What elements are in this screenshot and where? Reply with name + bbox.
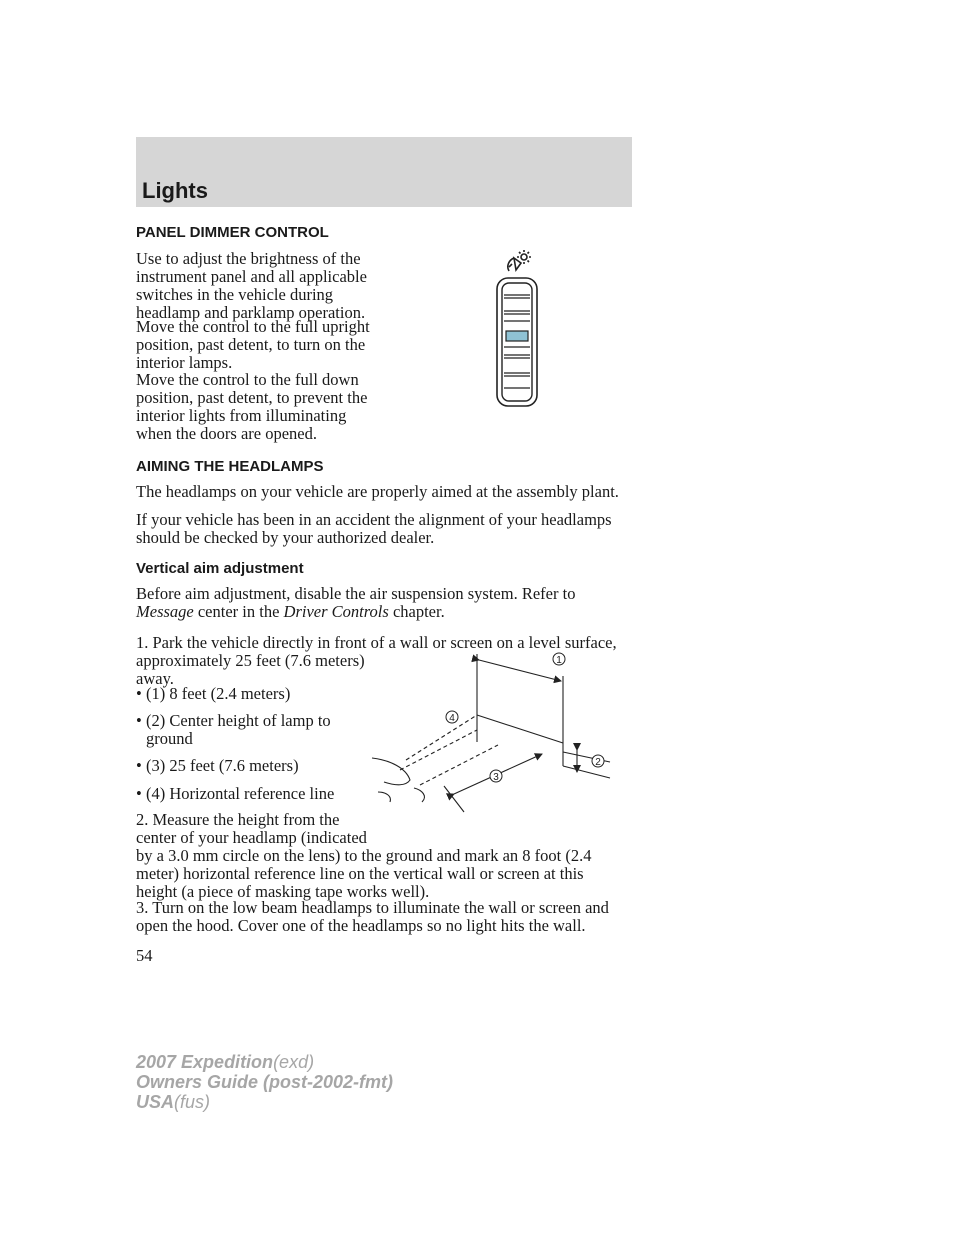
aiming-para2	[136, 511, 612, 547]
bullet-item	[136, 685, 290, 703]
svg-text:2: 2	[595, 757, 601, 768]
page-number: 54	[136, 946, 153, 965]
svg-text:4: 4	[449, 713, 455, 724]
panel-dimmer-para2	[136, 318, 370, 372]
text-line: Move the control to the full upright	[136, 317, 370, 336]
aiming-heading: AIMING THE HEADLAMPS	[136, 458, 324, 475]
svg-text:3: 3	[493, 772, 499, 783]
text-line: (2) Center height of lamp to	[146, 711, 331, 730]
text-line: 3. Turn on the low beam headlamps to illuminate the wall or screen and	[136, 898, 609, 917]
beam-line	[406, 715, 477, 760]
panel-dimmer-heading: PANEL DIMMER CONTROL	[136, 224, 329, 241]
section-title: Lights	[142, 178, 208, 203]
text-line: center of your headlamp (indicated	[136, 828, 367, 847]
text-line: (1) 8 feet (2.4 meters)	[146, 684, 291, 703]
text-line: ground	[146, 729, 193, 748]
text-line: If your vehicle has been in an accident the alignment of your headlamps	[136, 510, 612, 529]
headlamp-aim-diagram	[370, 640, 620, 820]
italic-ref: Driver Controls	[283, 602, 389, 621]
beam-line	[400, 730, 477, 770]
aiming-para1: The headlamps on your vehicle are properly aimed at the assembly plant.	[136, 482, 619, 501]
step-3	[136, 899, 609, 935]
panel-dimmer-para1	[136, 250, 367, 322]
text-line: interior lamps.	[136, 353, 233, 372]
italic-ref: Message	[136, 602, 194, 621]
callout-3	[490, 770, 502, 783]
text-line	[136, 603, 575, 621]
headlamp-outline	[372, 758, 410, 785]
footer-line: USA(fus)	[136, 1092, 211, 1112]
aiming-para3	[136, 585, 575, 621]
footer	[136, 1052, 393, 1112]
reference-line	[477, 715, 563, 743]
text-line: (4) Horizontal reference line	[146, 784, 335, 803]
bullet-dot: •	[136, 756, 142, 775]
text-line: (3) 25 feet (7.6 meters)	[146, 756, 299, 775]
step-2	[136, 811, 591, 901]
bullet-item	[136, 785, 334, 803]
bullet-item	[136, 757, 299, 775]
ground-line	[563, 766, 610, 778]
dashboard-light-icon	[508, 250, 531, 271]
panel-dimmer-illustration	[492, 248, 550, 410]
text-line: Use to adjust the brightness of the	[136, 249, 361, 268]
text-line: when the doors are opened.	[136, 424, 317, 443]
bullet-dot: •	[136, 711, 142, 730]
text-line: interior lights from illuminating	[136, 406, 347, 425]
bullet-dot: •	[136, 784, 142, 803]
callout-1	[553, 653, 565, 666]
text-line: by a 3.0 mm circle on the lens) to the ground and mark an 8 foot (2.4	[136, 846, 592, 865]
dimension-arrow-1	[479, 660, 561, 681]
text-line: Move the control to the full down	[136, 370, 359, 389]
text-fragment: chapter.	[388, 602, 445, 621]
panel-dimmer-para3	[136, 371, 367, 443]
text-line: Before aim adjustment, disable the air suspension system. Refer to	[136, 584, 576, 603]
footer-line: Owners Guide (post-2002-fmt)	[136, 1072, 394, 1092]
bullet-dot: •	[136, 684, 142, 703]
text-line: approximately 25 feet (7.6 meters)	[136, 651, 365, 670]
text-line: should be checked by your authorized dealer.	[136, 528, 435, 547]
text-line: switches in the vehicle during	[136, 285, 334, 304]
bullet-item	[136, 712, 331, 748]
callout-2	[592, 755, 604, 768]
text-line: headlamp and parklamp operation.	[136, 303, 366, 322]
dimmer-indicator	[506, 331, 528, 341]
vertical-aim-heading: Vertical aim adjustment	[136, 560, 304, 577]
text-line: meter) horizontal reference line on the vertical wall or screen at this	[136, 864, 584, 883]
text-line: 1. Park the vehicle directly in front of a wall or screen on a level surface,	[136, 633, 617, 652]
text-line: position, past detent, to prevent the	[136, 388, 368, 407]
svg-text:1: 1	[556, 655, 562, 666]
text-line: away.	[136, 669, 174, 688]
footer-line: 2007 Expedition(exd)	[136, 1052, 315, 1072]
text-line: position, past detent, to turn on the	[136, 335, 366, 354]
text-line: 2. Measure the height from the	[136, 810, 340, 829]
header-band	[136, 137, 632, 207]
text-fragment: center in the	[193, 602, 284, 621]
text-line: open the hood. Cover one of the headlamps so no light hits the wall.	[136, 916, 586, 935]
text-line: instrument panel and all applicable	[136, 267, 367, 286]
text-line: height (a piece of masking tape works well).	[136, 882, 430, 901]
dimmer-thumbwheel[interactable]	[497, 278, 537, 406]
callout-4	[446, 711, 458, 724]
